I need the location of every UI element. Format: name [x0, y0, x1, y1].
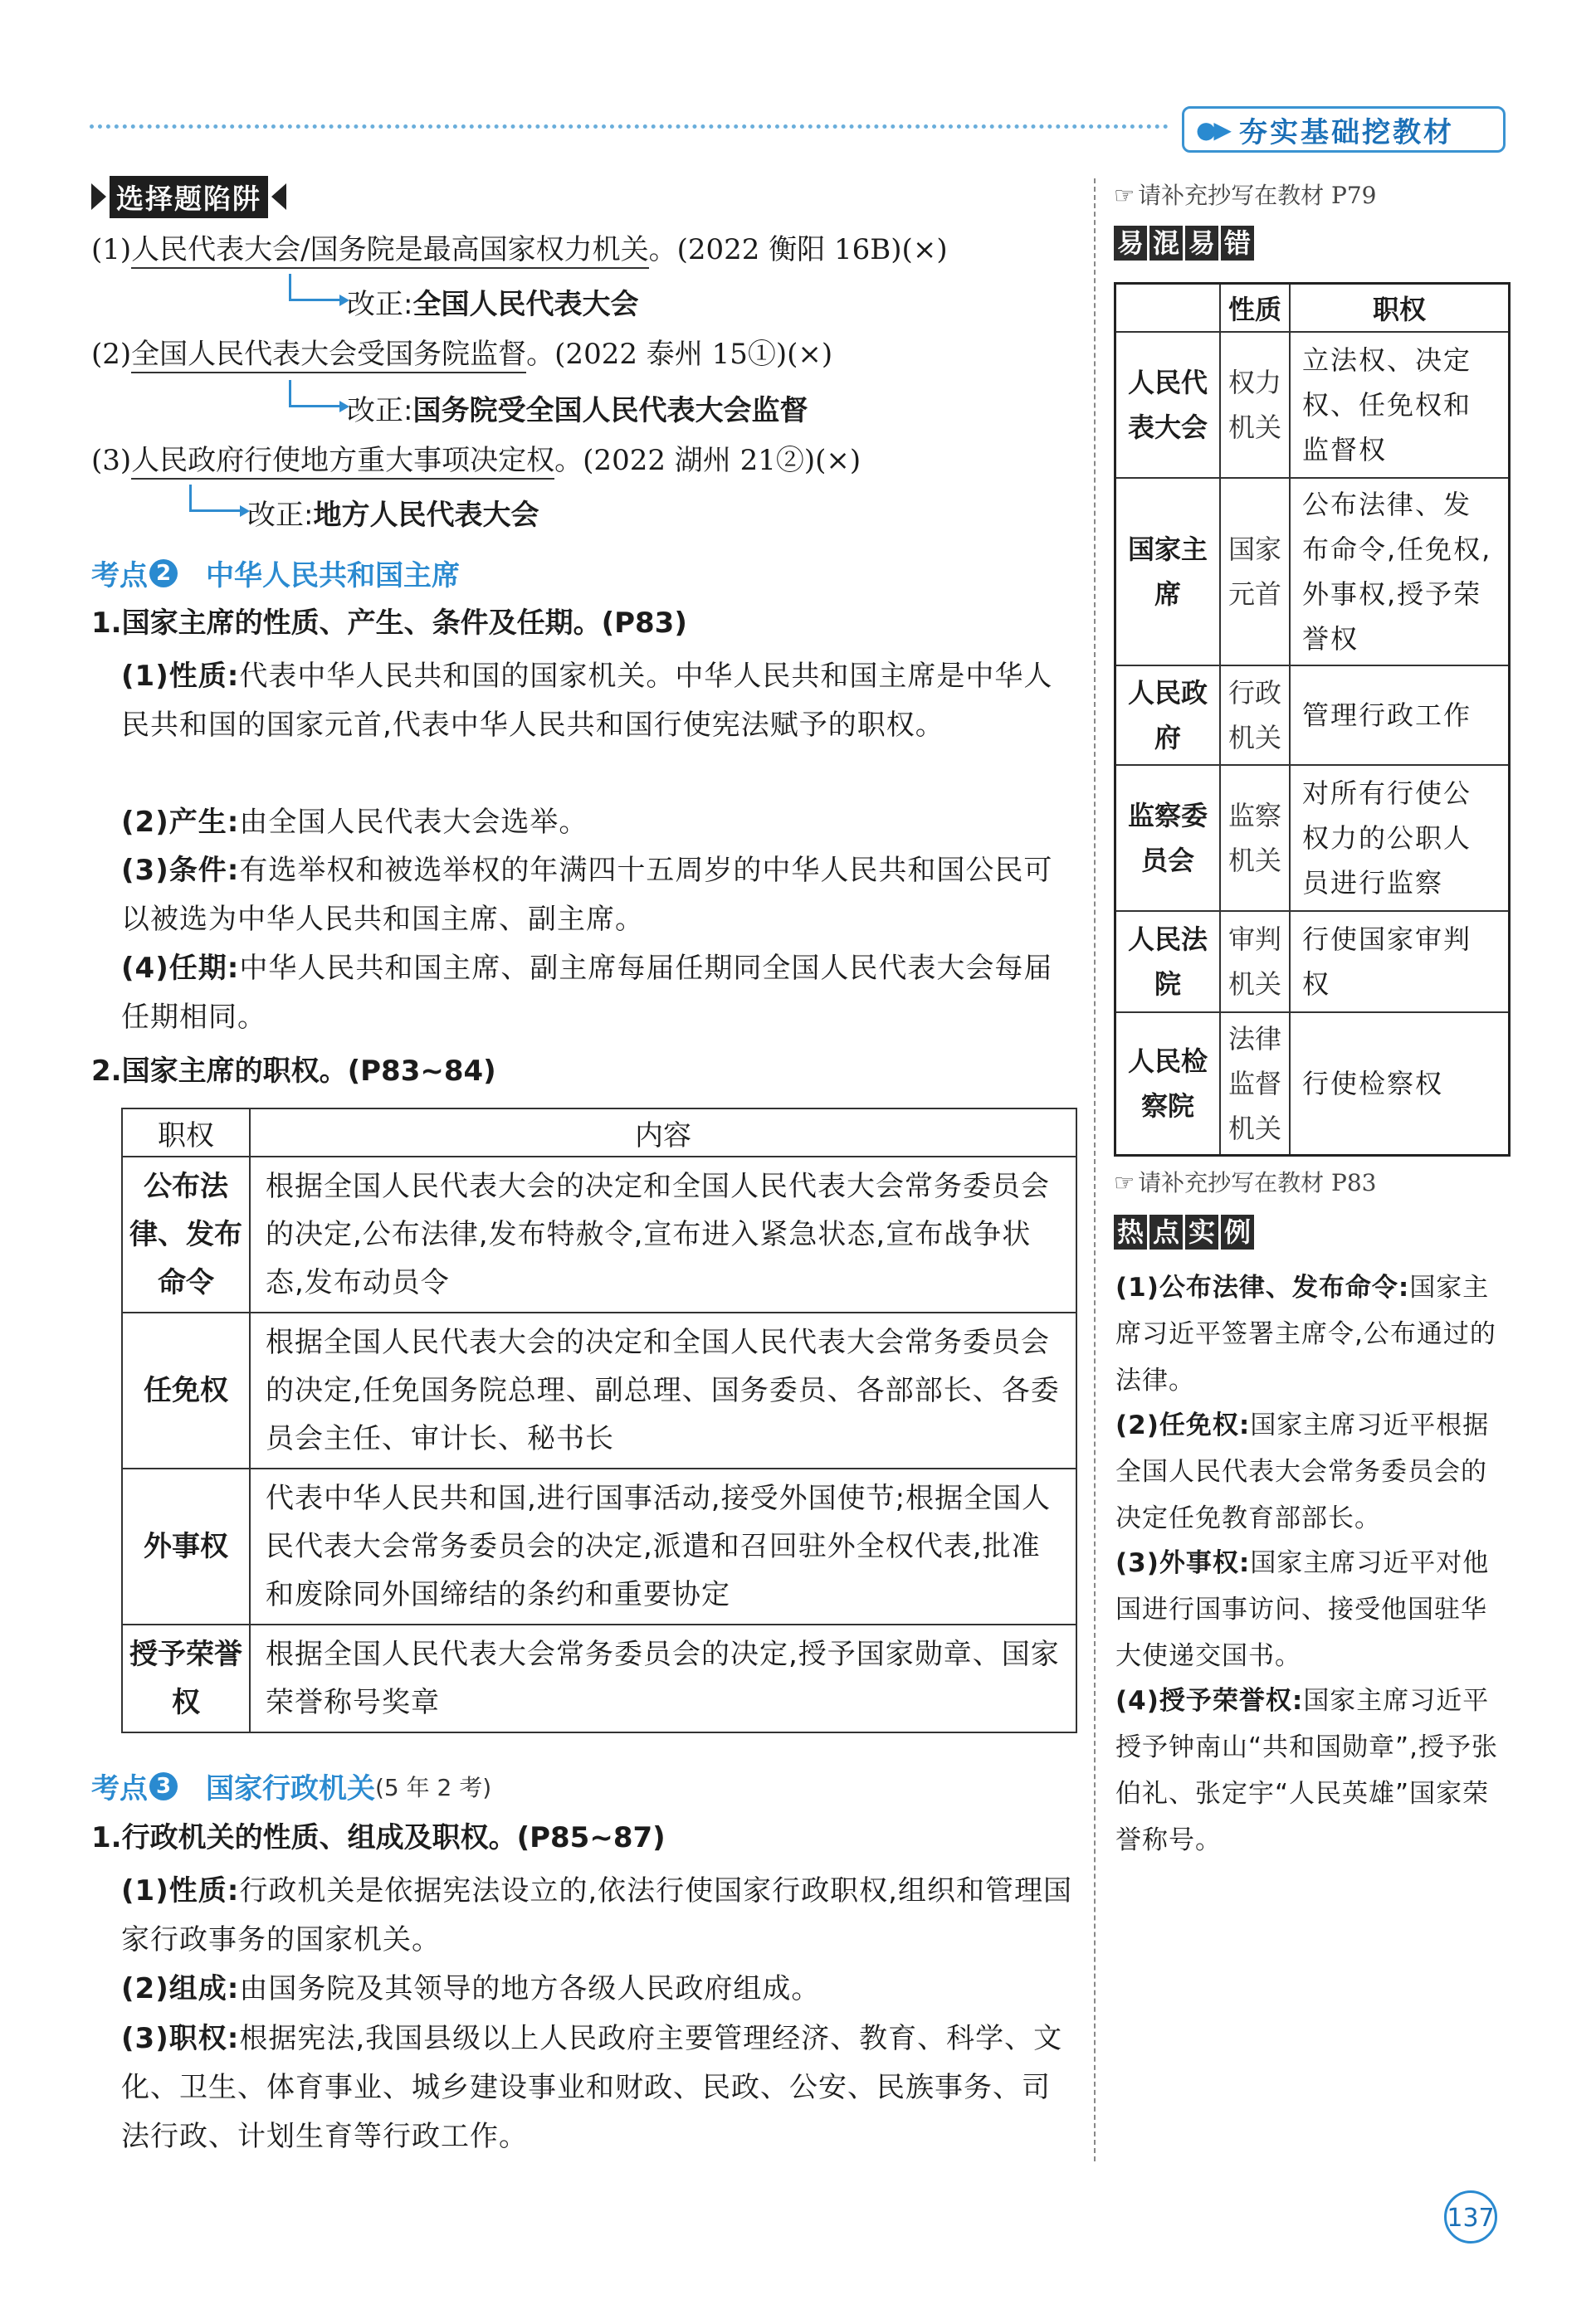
- table-row: [1115, 765, 1510, 911]
- power-name-cell: 外事权: [122, 1469, 250, 1625]
- president-powers-table: [121, 1108, 1077, 1733]
- kp-exam-frequency: (5 年 2 考): [375, 1773, 492, 1801]
- power-cell: 行使检察权: [1290, 1012, 1510, 1155]
- para-text: 由国务院及其领导的地方各级人民政府组成。: [239, 1972, 821, 2005]
- kp3-nature: [121, 1867, 1076, 1965]
- organ-cell: 人民法院: [1115, 911, 1221, 1012]
- table-row: [1115, 665, 1510, 765]
- para-head: (2)组成:: [121, 1972, 240, 2005]
- para-text: 行政机关是依据宪法设立的,依法行使国家行政职权,组织和管理国家行政事务的国家机关。: [121, 1874, 1072, 1956]
- copy-note-2: [1114, 1165, 1376, 1198]
- copy-note-text: 请补充抄写在教材 P79: [1138, 182, 1377, 209]
- tag-char: 易: [1114, 226, 1147, 261]
- para-text: 有选举权和被选举权的年满四十五周岁的中华人民共和国公民可以被选为中华人民共和国主席、副主席。: [121, 854, 1053, 936]
- power-name-cell: 授予荣誉权: [122, 1625, 250, 1732]
- kp2-h2: 2.国家主席的职权。(P83~84): [91, 1055, 496, 1088]
- example-text: 国家主席习近平对他国进行国事访问、接受他国驻华大使递交国书。: [1115, 1548, 1490, 1671]
- copy-note-1: [1114, 178, 1376, 211]
- kp-label: 考点: [91, 559, 148, 592]
- trap-section-label: 选择题陷阱: [110, 176, 268, 218]
- power-name-cell: 公布法律、发布命令: [122, 1157, 250, 1313]
- kp2-nature: [121, 652, 1076, 750]
- trap-item-2: [91, 335, 832, 373]
- power-content-cell: 根据全国人民代表大会常务委员会的决定,授予国家勋章、国家荣誉称号奖章: [250, 1625, 1076, 1732]
- tag-char: 点: [1149, 1215, 1183, 1250]
- power-cell: 公布法律、发布命令,任免权,外事权,授予荣誉权: [1290, 478, 1510, 665]
- para-head: (4)任期:: [121, 952, 240, 985]
- pointing-hand-icon: ☞: [1114, 182, 1135, 209]
- trap-item-3: [91, 441, 861, 480]
- organ-cell: 人民政府: [1115, 665, 1221, 765]
- column-divider: [1094, 178, 1096, 2161]
- hot-example-2: [1115, 1402, 1506, 1542]
- power-cell: 对所有行使公权力的公职人员进行监察: [1290, 765, 1510, 911]
- trap-item-1-correction: [347, 285, 638, 324]
- nature-cell: 审判机关: [1220, 911, 1290, 1012]
- trap-item-3-correction: [247, 496, 539, 534]
- organ-cell: 人民检察院: [1115, 1012, 1221, 1155]
- trap-item-number: (1): [91, 233, 132, 266]
- kp2-h1: 1.国家主席的性质、产生、条件及任期。(P83): [91, 607, 687, 640]
- trap-item-statement: 人民政府行使地方重大事项决定权: [131, 444, 554, 480]
- organ-cell: 人民代表大会: [1115, 332, 1221, 478]
- kp-label: 考点: [91, 1772, 148, 1805]
- para-text: 代表中华人民共和国的国家机关。中华人民共和国主席是中华人民共和国的国家元首,代表中华人民共和国行使宪法赋予的职权。: [121, 660, 1053, 742]
- table-row: [1115, 478, 1510, 665]
- correction-arrow-icon: [289, 274, 339, 301]
- nature-cell: 权力机关: [1220, 332, 1290, 478]
- hot-example-3: [1115, 1540, 1506, 1679]
- hot-examples-tag: [1114, 1215, 1257, 1250]
- trap-item-statement: 人民代表大会/国务院是最高国家权力机关: [131, 233, 648, 269]
- header-dotted-rule: [90, 124, 1169, 129]
- correction-text: 全国人民代表大会: [412, 288, 639, 321]
- kp3-heading: [91, 1766, 491, 1806]
- tag-char: 实: [1185, 1215, 1218, 1250]
- correction-arrow-icon: [189, 485, 240, 512]
- para-text: 中华人民共和国主席、副主席每届任期同全国人民代表大会每届任期相同。: [121, 952, 1053, 1034]
- power-cell: 立法权、决定权、任免权和监督权: [1290, 332, 1510, 478]
- tag-char: 例: [1221, 1215, 1254, 1250]
- example-text: 国家主席习近平签署主席令,公布通过的法律。: [1115, 1273, 1496, 1396]
- kp-title: 中华人民共和国主席: [206, 559, 460, 592]
- state-organs-table: [1114, 282, 1511, 1157]
- trap-item-source: 。(2022 衡阳 16B)(×): [648, 233, 948, 266]
- nature-cell: 监察机关: [1220, 765, 1290, 911]
- example-head: (3)外事权:: [1115, 1548, 1251, 1578]
- hot-example-1: [1115, 1264, 1506, 1404]
- trap-item-number: (3): [91, 444, 132, 477]
- table-row: [122, 1625, 1076, 1732]
- correction-prefix: 改正:: [247, 499, 314, 532]
- table-header-cell: 内容: [250, 1108, 1076, 1157]
- trap-item-1: [91, 231, 948, 269]
- power-cell: 行使国家审判权: [1290, 911, 1510, 1012]
- header-badge: [1182, 106, 1506, 153]
- para-text: 根据宪法,我国县级以上人民政府主要管理经济、教育、科学、文化、卫生、体育事业、城乡建设事业和财政、民政、公安、民族事务、司法行政、计划生育等行政工作。: [121, 2022, 1063, 2153]
- nature-cell: 行政机关: [1220, 665, 1290, 765]
- correction-prefix: 改正:: [347, 288, 413, 321]
- correction-prefix: 改正:: [347, 394, 413, 427]
- copy-note-text: 请补充抄写在教材 P83: [1138, 1169, 1377, 1196]
- para-head: (2)产生:: [121, 806, 240, 839]
- table-row: [122, 1469, 1076, 1625]
- trap-item-2-correction: [347, 392, 808, 430]
- kp3-composition: [121, 1965, 1076, 2014]
- power-content-cell: 代表中华人民共和国,进行国事活动,接受外国使节;根据全国人民代表大会常务委员会的决定,派遣和召回驻外全权代表,批准和废除同外国缔结的条约和重要协定: [250, 1469, 1076, 1625]
- double-arrow-icon: ●▶: [1196, 115, 1229, 144]
- power-content-cell: 根据全国人民代表大会的决定和全国人民代表大会常务委员会的决定,任免国务院总理、副总理、国务委员、各部部长、各委员会主任、审计长、秘书长: [250, 1313, 1076, 1469]
- example-head: (2)任免权:: [1115, 1410, 1251, 1440]
- kp-number-badge: 2: [149, 559, 178, 587]
- kp2-conditions: [121, 846, 1076, 944]
- nature-cell: 法律监督机关: [1220, 1012, 1290, 1155]
- kp-title: 国家行政机关: [206, 1772, 375, 1805]
- table-row: [1115, 911, 1510, 1012]
- kp-number-badge: 3: [149, 1772, 178, 1800]
- kp3-h1: 1.行政机关的性质、组成及职权。(P85~87): [91, 1821, 666, 1854]
- table-row: [1115, 1012, 1510, 1155]
- para-head: (3)条件:: [121, 854, 240, 887]
- table-header-cell: 职权: [1290, 284, 1510, 333]
- para-text: 由全国人民代表大会选举。: [239, 806, 588, 839]
- table-row: [1115, 332, 1510, 478]
- kp3-powers: [121, 2015, 1076, 2161]
- table-header-cell: 职权: [122, 1108, 250, 1157]
- easily-confused-tag: [1114, 226, 1257, 261]
- trap-item-source: 。(2022 湖州 21②)(×): [554, 444, 861, 477]
- triangle-right-icon: [91, 183, 106, 210]
- trap-section-tag: [91, 178, 286, 216]
- organ-cell: 监察委员会: [1115, 765, 1221, 911]
- nature-cell: 国家元首: [1220, 478, 1290, 665]
- power-cell: 管理行政工作: [1290, 665, 1510, 765]
- page-number: 137: [1444, 2190, 1497, 2244]
- table-row: [122, 1313, 1076, 1469]
- example-head: (4)授予荣誉权:: [1115, 1686, 1304, 1716]
- trap-item-source: 。(2022 泰州 15①)(×): [526, 338, 833, 371]
- table-header-row: [122, 1108, 1076, 1157]
- kp2-origin: [121, 798, 1076, 847]
- table-row: [122, 1157, 1076, 1313]
- tag-char: 混: [1149, 226, 1183, 261]
- header-title: 夯实基础挖教材: [1238, 115, 1454, 149]
- hot-example-4: [1115, 1678, 1506, 1864]
- pointing-hand-icon: ☞: [1114, 1169, 1135, 1196]
- kp2-term: [121, 944, 1076, 1042]
- trap-item-number: (2): [91, 338, 132, 371]
- trap-item-statement: 全国人民代表大会受国务院监督: [131, 338, 526, 373]
- para-head: (3)职权:: [121, 2022, 240, 2055]
- power-name-cell: 任免权: [122, 1313, 250, 1469]
- tag-char: 错: [1221, 226, 1254, 261]
- example-text: 国家主席习近平授予钟南山“共和国勋章”,授予张伯礼、张定宇“人民英雄”国家荣誉称号。: [1115, 1686, 1498, 1855]
- example-head: (1)公布法律、发布命令:: [1115, 1273, 1410, 1303]
- example-text: 国家主席习近平根据全国人民代表大会常务委员会的决定任免教育部部长。: [1115, 1410, 1490, 1533]
- organ-cell: 国家主席: [1115, 478, 1221, 665]
- triangle-left-icon: [271, 183, 286, 210]
- para-head: (1)性质:: [121, 1874, 240, 1907]
- table-header-row: [1115, 284, 1510, 333]
- power-content-cell: 根据全国人民代表大会的决定和全国人民代表大会常务委员会的决定,公布法律,发布特赦令,宣布进入紧急状态,宣布战争状态,发布动员令: [250, 1157, 1076, 1313]
- tag-char: 热: [1114, 1215, 1147, 1250]
- para-head: (1)性质:: [121, 660, 240, 693]
- tag-char: 易: [1185, 226, 1218, 261]
- table-header-cell: 性质: [1220, 284, 1290, 333]
- table-header-cell: [1115, 284, 1221, 333]
- correction-arrow-icon: [289, 380, 339, 407]
- kp2-heading: [91, 553, 460, 593]
- correction-text: 国务院受全国人民代表大会监督: [412, 394, 808, 427]
- correction-text: 地方人民代表大会: [313, 499, 539, 532]
